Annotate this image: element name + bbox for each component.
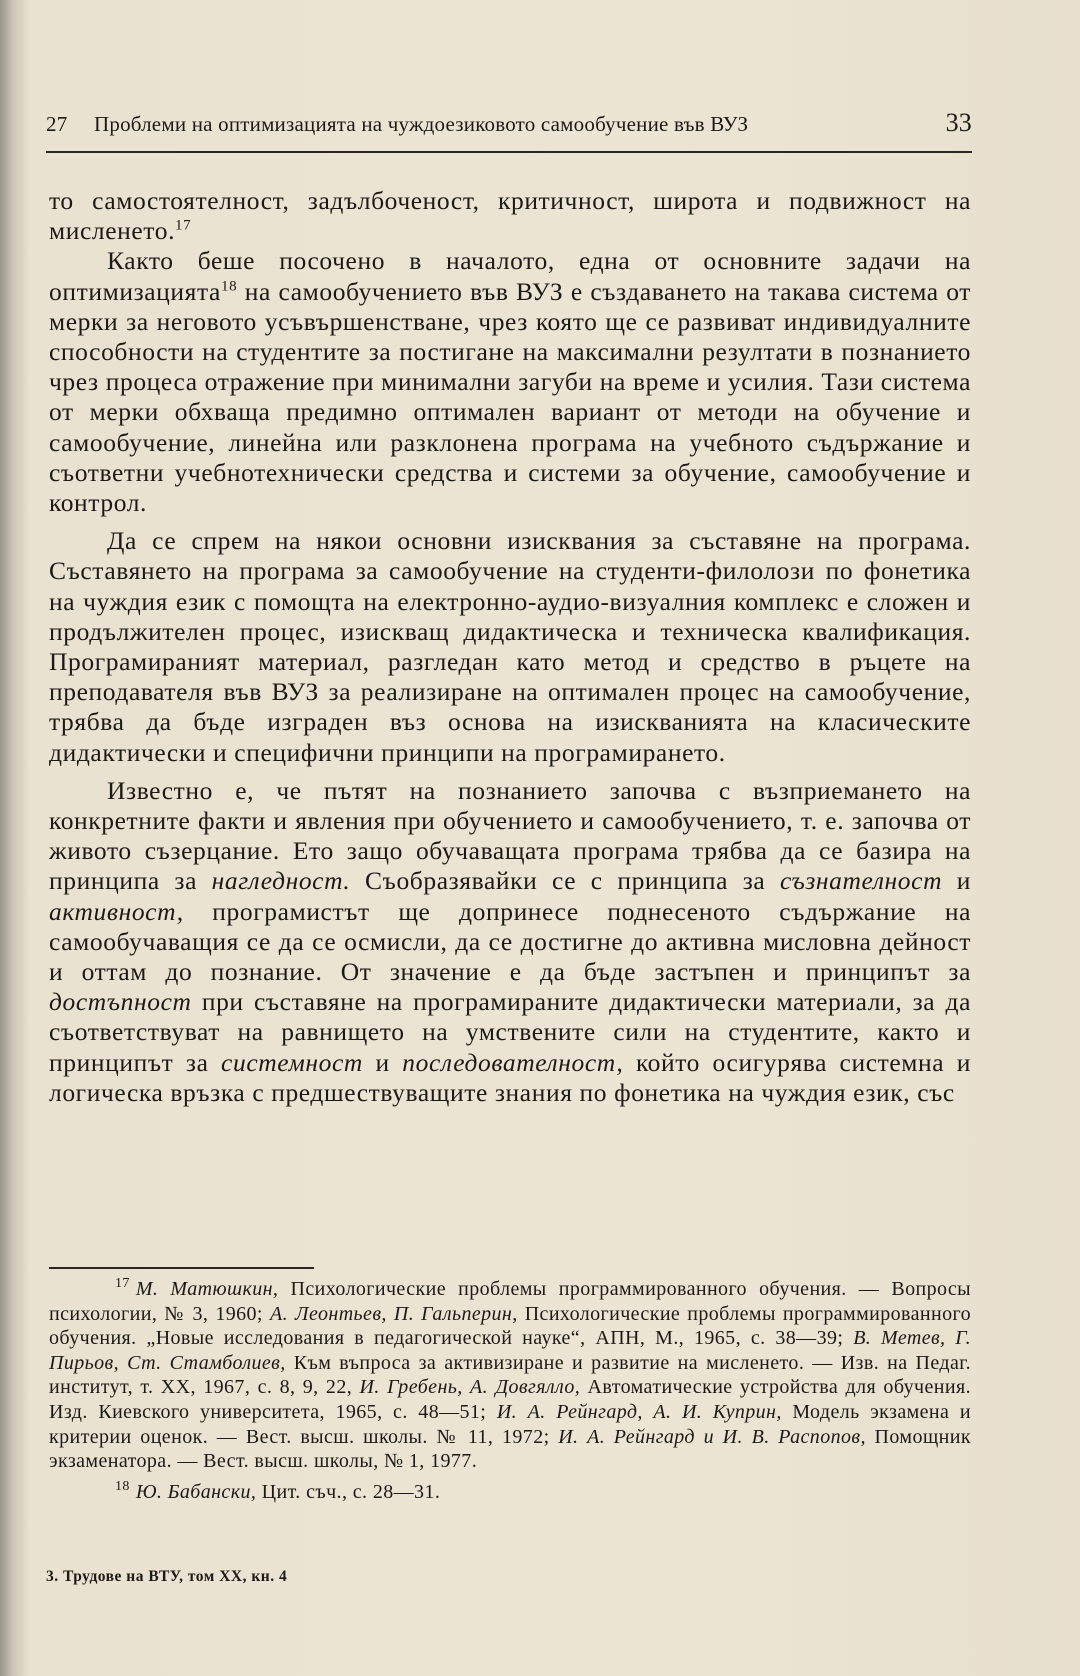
- footnotes: [49, 1277, 971, 1504]
- emphasis-saznatelnost: съзнателност: [779, 866, 943, 896]
- header-rule: [46, 151, 972, 153]
- paragraph-1: то самостоятелност, задълбоченост, критичност, широта и подвижност на мисленето.$^{17}$: [49, 186, 971, 246]
- page-number: 33: [945, 108, 972, 137]
- emphasis-dostapnost: достъпност: [49, 987, 192, 1017]
- footnote-rule: [49, 1267, 314, 1269]
- footnote-ref-18: 18: [220, 278, 238, 295]
- emphasis-nagladnost: нагледност.: [211, 866, 351, 896]
- footnote-ref-17: 17: [175, 217, 192, 234]
- printer-signature: 3. Трудове на ВТУ, том XX, кн. 4: [46, 1568, 288, 1585]
- paragraph-3: Да се спрем на някои основни изисквания за съставяне на програма. Съставянето на програма за самообучение на студенти-филолози по фонетика на чуждия език с помощта на електронно-аудио-визуалния комплекс е сложен и продължителен процес, изискващ дидактическа и техническа квалификация. Програмираният материал, разгледан като метод и средство в ръцете на преподавателя във ВУЗ за реализиране на оптимален процес на самообучение, трябва да бъде изграден въз основа на изискванията на класическите дидактически и специфични принципи на програмирането.: [49, 526, 971, 767]
- issue-number: 27: [46, 112, 68, 136]
- footnote-17-number: 17: [115, 1276, 130, 1292]
- paragraph-4: Известно е, че пътят на познанието започва с възприемането на конкретните факти и явления при обучението и самообучението, т. е. започва от живото съзерцание. Ето защо обучаващата програма трябва да се базира на принципа за нагледност. Съобразявайки се с принципа за съзнателност и активност, програмистът ще допринесе поднесеното съдържание на самообучаващия се да се осмисли, да се достигне до активна мисловна дейност и оттам до познание. От значение е да бъде застъпен и принципът за достъпност при съставяне на програмираните дидактически материали, за да съответствуват на равнището на умствените сили на студентите, както и принципът за системност и последователност, който осигурява системна и логическа връзка с предшествуващите знания по фонетика на чуждия език, със: [49, 775, 971, 1107]
- paragraph-2: Както беше посочено в началото, една от основните задачи на оптимизацията$^{18}$ на самообучението във ВУЗ е създаването на такава система от мерки за неговото усъвършенстване, чрез която ще се развиват индивидуалните способности на студентите за постигане на максимални резултати в познанието чрез процеса отражение при минимални загуби на време и усилия. Тази система от мерки обхваща предимно оптимален вариант от методи на обучение и самообучение, линейна или разклонена програма на учебното съдържание и съответни учебнотехнически средства и системи за обучение, самообучение и контрол.: [49, 246, 971, 518]
- footnote-18-number: 18: [115, 1479, 130, 1495]
- emphasis-sistemnost: системност: [221, 1047, 363, 1077]
- footnote-17: $^{17}$ М. Матюшкин, Психологические проблемы программированного обучения. — Вопросы психологии, № 3, 1960; А. Леонтьев, П. Гальперин, Психологические проблемы программированного обучения. „Новые исследования в педагогической науке“, АПН, М., 1965, с. 38—39; В. Метев, Г. Пирьов, Ст. Стамболиев, Към въпроса за активизиране и развитие на мисленето. — Изв. на Педаг. институт, т. XX, 1967, с. 8, 9, 22, И. Гребень, А. Довгялло, Автоматические устройства для обучения. Изд. Киевского университета, 1965, с. 48—51; И. А. Рейнгард, А. И. Куприн, Модель экзамена и критерии оценок. — Вест. высш. школы. № 11, 1972; И. А. Рейнгард и И. В. Распопов, Помощник экзаменатора. — Вест. высш. школы, № 1, 1977.: [49, 1276, 972, 1473]
- running-title: Проблеми на оптимизацията на чуждоезиковото самообучение във ВУЗ: [94, 112, 749, 136]
- body-text: [49, 186, 971, 1108]
- emphasis-aktivnost: активност,: [49, 896, 184, 926]
- emphasis-posledovatelnost: последователност,: [402, 1047, 624, 1077]
- running-header: [46, 108, 972, 138]
- footnote-18: $^{18}$ Ю. Бабански, Цит. съч., с. 28—31.: [49, 1480, 971, 1505]
